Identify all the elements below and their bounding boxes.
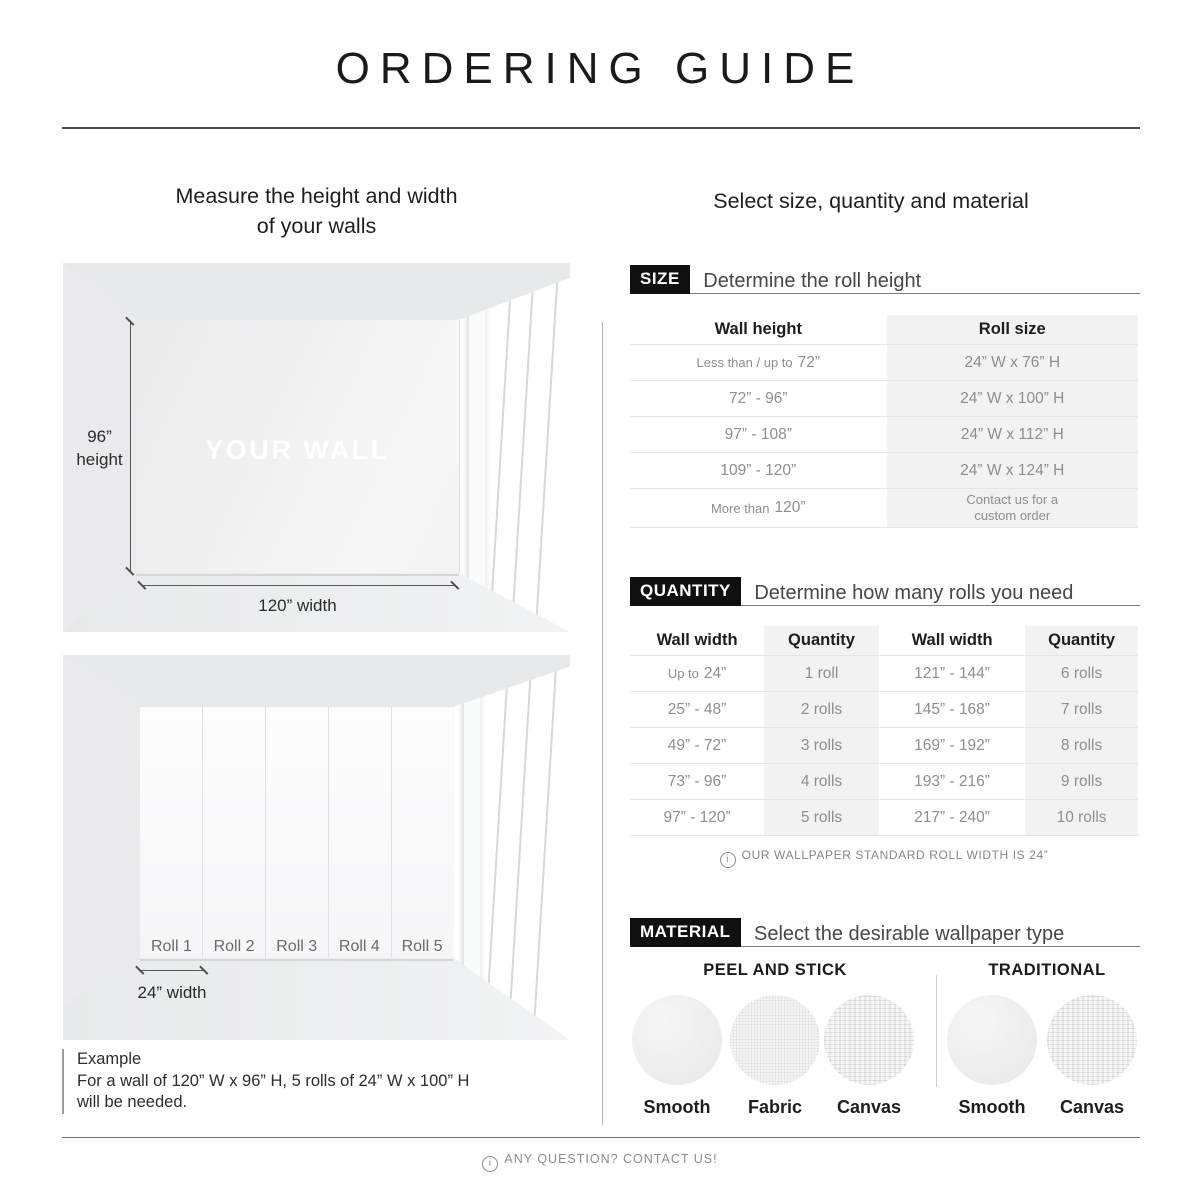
wall-width-cell: 73” - 96”: [667, 772, 727, 790]
wall-width-cell: 97” - 120”: [663, 808, 731, 826]
quantity-cell: 6 rolls: [1025, 656, 1138, 691]
window-frame-pillar: [469, 285, 485, 595]
size-section-header: [630, 265, 1140, 293]
quantity-table: [630, 626, 1138, 836]
roll-label: Roll 5: [401, 938, 443, 956]
room-rolls-illustration: [63, 655, 570, 1040]
material-section-title: Select the desirable wallpaper type: [754, 923, 1065, 945]
wall-width-cell: 217” - 240”: [914, 808, 990, 826]
quantity-cell: 7 rolls: [1025, 692, 1138, 727]
size-table-row: [630, 381, 1138, 417]
quantity-table-header: [630, 626, 1138, 656]
swatch-peel-fabric: [730, 995, 820, 1085]
swatch-label: Smooth: [643, 1097, 711, 1117]
wall-width-cell: 49” - 72”: [667, 736, 727, 754]
note-text: OUR WALLPAPER STANDARD ROLL WIDTH IS 24”: [741, 848, 1049, 862]
size-table: [630, 315, 1138, 528]
cell-prefix: More than: [710, 500, 770, 516]
size-section-title: Determine the roll height: [703, 270, 922, 292]
swatch-traditional-canvas: [1047, 995, 1137, 1085]
qty-col-wall-width-b: Wall width: [911, 631, 993, 649]
qty-col-wall-width-a: Wall width: [656, 631, 738, 649]
cell-value: 24”: [703, 664, 727, 682]
footer-note-text: ANY QUESTION? CONTACT US!: [504, 1152, 718, 1166]
quantity-cell: 3 rolls: [764, 728, 879, 763]
column-divider: [602, 322, 603, 1125]
page-title: ORDERING GUIDE: [335, 44, 865, 93]
cell-prefix: Up to: [667, 666, 699, 681]
material-badge: MATERIAL: [630, 918, 741, 947]
roll-size-cell: 24” W x 100” H: [887, 381, 1138, 416]
example-line1: For a wall of 120” W x 96” H, 5 rolls of 24” W x 100” H: [77, 1071, 470, 1090]
quantity-section-header: [630, 577, 1140, 605]
quantity-cell: 10 rolls: [1025, 800, 1138, 835]
wall-height-cell: 72” - 96”: [728, 389, 788, 407]
material-group-divider: [936, 975, 937, 1087]
swatch-label: Canvas: [1059, 1097, 1125, 1117]
contact-line1: Contact us for a: [966, 492, 1059, 507]
qty-col-quantity-b: Quantity: [1025, 626, 1138, 655]
window-frame-pillar: [464, 678, 480, 1001]
example-title: Example: [77, 1050, 142, 1068]
example-block: [62, 1049, 597, 1114]
traditional-title: TRADITIONAL: [988, 961, 1106, 979]
height-dimension-label: [68, 425, 131, 471]
quantity-table-row: [630, 800, 1138, 836]
roll-label: Roll 2: [213, 938, 255, 956]
roll-width-dimension-label: 24” width: [137, 982, 207, 1002]
height-value: 96”: [87, 427, 112, 447]
qty-col-quantity-a: Quantity: [764, 626, 879, 655]
your-wall-label: YOUR WALL: [205, 434, 390, 465]
room-measure-illustration: [63, 263, 570, 632]
wallpaper-roll-panels: [140, 707, 453, 958]
right-column-heading: Select size, quantity and material: [713, 189, 1029, 213]
section-underline: [630, 293, 1140, 294]
footer-divider: [62, 1137, 1140, 1138]
contact-line2: custom order: [974, 508, 1051, 523]
wall-width-cell: 25” - 48”: [667, 700, 727, 718]
roll-size-cell: [887, 489, 1138, 527]
size-table-row: [630, 453, 1138, 489]
swatch-label: Canvas: [836, 1097, 902, 1117]
window-mullion: [532, 655, 558, 1040]
width-measure-line: [142, 585, 455, 586]
roll-label: Roll 3: [276, 938, 318, 956]
roll-labels-row: [140, 938, 453, 956]
size-table-row: [630, 345, 1138, 381]
window-mullion: [511, 263, 536, 632]
height-word: height: [76, 450, 123, 470]
swatch-peel-canvas: [824, 995, 914, 1085]
wall-width-cell: 169” - 192”: [914, 736, 990, 754]
roll-panel: [266, 707, 329, 958]
window-mullion: [489, 263, 514, 632]
quantity-table-row: [630, 656, 1138, 692]
size-table-row: [630, 489, 1138, 528]
wall-width-cell: 145” - 168”: [914, 700, 990, 718]
cell-prefix: Less than / up to: [696, 355, 793, 370]
left-heading-line1: Measure the height and width: [175, 184, 458, 208]
quantity-cell: 4 rolls: [764, 764, 879, 799]
header-divider: [62, 127, 1140, 129]
swatch-traditional-smooth: [947, 995, 1037, 1085]
example-line2: will be needed.: [77, 1093, 188, 1111]
cell-value: 72”: [797, 353, 821, 371]
quantity-table-row: [630, 764, 1138, 800]
left-column-heading: [63, 181, 570, 241]
info-icon: i: [720, 852, 736, 868]
quantity-cell: 5 rolls: [764, 800, 879, 835]
roll-size-cell: 24” W x 112” H: [887, 417, 1138, 452]
wall-width-cell: 121” - 144”: [914, 664, 990, 682]
wall-height-cell: [630, 345, 887, 380]
quantity-badge: QUANTITY: [630, 577, 741, 606]
size-col-wall-height: Wall height: [714, 320, 802, 338]
swatch-label: Smooth: [958, 1097, 1026, 1117]
quantity-table-row: [630, 692, 1138, 728]
size-table-row: [630, 417, 1138, 453]
roll-width-note: [630, 848, 1138, 868]
swatch-peel-smooth: [632, 995, 722, 1085]
quantity-cell: 1 roll: [764, 656, 879, 691]
room-baseboard: [140, 959, 453, 961]
roll-size-cell: 24” W x 124” H: [887, 453, 1138, 488]
roll-panel: [203, 707, 266, 958]
window-mullion: [485, 655, 511, 1040]
footer-note: [0, 1152, 1200, 1172]
roll-panel: [329, 707, 392, 958]
quantity-section-title: Determine how many rolls you need: [754, 582, 1074, 604]
window-mullion: [535, 263, 560, 632]
size-badge: SIZE: [630, 265, 690, 294]
wall-width-cell: 193” - 216”: [914, 772, 990, 790]
quantity-cell: 8 rolls: [1025, 728, 1138, 763]
roll-panel: [140, 707, 203, 958]
roll-label: Roll 4: [338, 938, 380, 956]
window-mullion: [508, 655, 534, 1040]
roll-panel: [392, 707, 454, 958]
wall-width-cell: [630, 656, 764, 691]
wall-height-cell: 97” - 108”: [724, 425, 792, 443]
roll-label: Roll 1: [150, 938, 192, 956]
roll-size-cell: 24” W x 76” H: [887, 345, 1138, 380]
material-section-header: [630, 918, 1140, 946]
info-icon: i: [482, 1156, 498, 1172]
roll-width-measure-line: [140, 970, 204, 971]
size-col-roll-size: Roll size: [887, 315, 1138, 344]
wall-height-cell: 109” - 120”: [720, 461, 797, 479]
wall-height-cell: [630, 489, 887, 527]
swatch-label: Fabric: [747, 1097, 803, 1117]
cell-value: 120”: [774, 499, 806, 516]
quantity-cell: 9 rolls: [1025, 764, 1138, 799]
quantity-table-row: [630, 728, 1138, 764]
quantity-cell: 2 rolls: [764, 692, 879, 727]
left-heading-line2: of your walls: [256, 214, 377, 238]
size-table-header: [630, 315, 1138, 345]
width-dimension-label: 120” width: [258, 596, 337, 616]
room-baseboard: [136, 574, 459, 576]
peel-and-stick-title: PEEL AND STICK: [703, 961, 847, 979]
